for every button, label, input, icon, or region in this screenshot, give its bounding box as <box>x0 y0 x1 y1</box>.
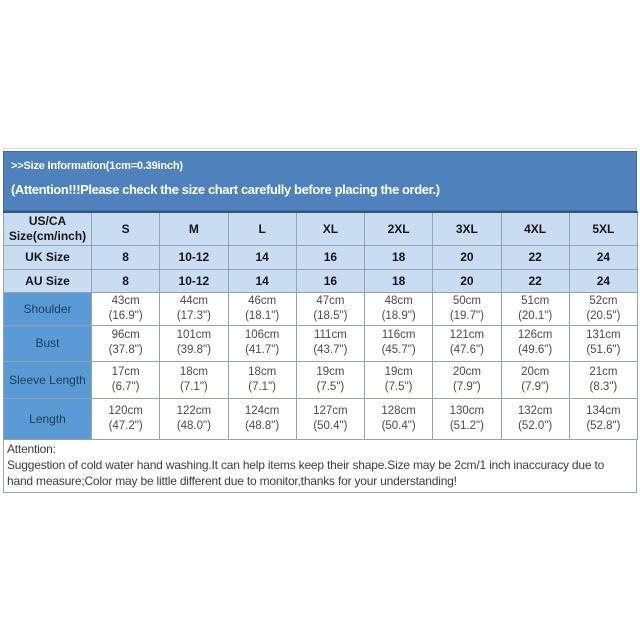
inch-value: (39.8") <box>176 344 211 356</box>
inch-value: (45.7") <box>381 344 416 356</box>
cm-value: 132cm <box>517 404 553 417</box>
cm-value: 48cm <box>384 294 413 307</box>
inch-value: (7.1") <box>248 380 276 393</box>
measurement-cell <box>569 325 637 361</box>
measurement-cell <box>569 398 637 439</box>
inch-value: (48.8") <box>245 419 280 432</box>
inch-value: (7.5") <box>316 380 345 393</box>
uk-size-value: 8 <box>92 245 160 269</box>
measurement-cell <box>228 398 296 439</box>
au-size-value: 8 <box>92 269 160 292</box>
row-label-shoulder: Shoulder <box>4 292 92 325</box>
row-label-sleeve-length: Sleeve Length <box>4 361 92 398</box>
inch-value: (51.2") <box>449 419 484 432</box>
measurement-cell <box>365 292 433 325</box>
uk-size-value: 14 <box>228 245 296 269</box>
au-size-value: 10-12 <box>160 269 228 292</box>
column-header-us-ca <box>4 212 92 245</box>
column-header-size: 2XL <box>365 212 433 245</box>
cm-value: 116cm <box>381 329 416 341</box>
au-size-value: 16 <box>296 269 364 292</box>
cm-value: 134cm <box>586 404 621 417</box>
measurement-cell <box>92 361 160 398</box>
inch-value: (18.1") <box>245 309 280 322</box>
measurement-cell <box>433 292 501 325</box>
inch-value: (7.5") <box>384 380 413 393</box>
cm-value: 52cm <box>589 294 618 307</box>
au-size-value: 18 <box>365 269 433 292</box>
sleeve-length-row <box>4 361 638 398</box>
column-header-size: S <box>92 212 160 245</box>
uk-size-value: 24 <box>569 245 637 269</box>
inch-value: (37.8") <box>108 344 143 356</box>
measurement-cell <box>160 361 228 398</box>
cm-value: 127cm <box>313 404 348 417</box>
inch-value: (18.9") <box>381 309 416 322</box>
header-label-line2: Size(cm/inch) <box>8 228 87 243</box>
inch-value: (8.3") <box>589 380 618 393</box>
size-chart <box>3 148 637 493</box>
cm-value: 96cm <box>111 329 140 341</box>
measurement-cell <box>92 398 160 439</box>
inch-value: (7.1") <box>180 380 208 393</box>
inch-value: (48.0") <box>176 419 211 432</box>
cm-value: 50cm <box>452 294 481 307</box>
cm-value: 131cm <box>586 329 621 341</box>
measurement-cell <box>160 292 228 325</box>
cm-value: 51cm <box>521 294 550 307</box>
cm-value: 18cm <box>179 365 208 378</box>
measurement-cell <box>296 398 364 439</box>
inch-value: (19.7") <box>449 309 484 322</box>
row-label-uk: UK Size <box>4 245 92 269</box>
cm-value: 121cm <box>449 329 485 341</box>
size-table <box>3 211 638 440</box>
au-size-value: 22 <box>501 269 569 292</box>
cm-value: 46cm <box>248 294 277 307</box>
measurement-cell <box>228 325 296 361</box>
uk-size-value: 10-12 <box>160 245 228 269</box>
uk-size-value: 20 <box>433 245 501 269</box>
cm-value: 21cm <box>589 365 618 378</box>
inch-value: (52.0") <box>518 419 553 432</box>
cm-value: 124cm <box>244 404 280 417</box>
column-header-size: L <box>228 212 296 245</box>
row-label-length: Length <box>4 398 92 439</box>
au-size-row <box>4 269 638 292</box>
row-label-au: AU Size <box>4 269 92 292</box>
measurement-cell <box>569 361 637 398</box>
uk-size-value: 22 <box>501 245 569 269</box>
column-header-size: M <box>160 212 228 245</box>
inch-value: (49.6") <box>518 344 553 356</box>
measurement-cell <box>160 325 228 361</box>
column-header-size: 3XL <box>433 212 501 245</box>
header-row <box>4 212 638 245</box>
cm-value: 106cm <box>244 329 280 341</box>
inch-value: (7.9") <box>453 380 481 393</box>
inch-value: (20.5") <box>586 309 621 322</box>
inch-value: (51.6") <box>586 344 621 356</box>
cm-value: 20cm <box>452 365 481 378</box>
cm-value: 18cm <box>248 365 277 378</box>
au-size-value: 14 <box>228 269 296 292</box>
inch-value: (16.9") <box>108 309 143 322</box>
cm-value: 122cm <box>176 404 212 417</box>
measurement-cell <box>433 361 501 398</box>
inch-value: (17.3") <box>176 309 211 322</box>
length-row <box>4 398 638 439</box>
au-size-value: 20 <box>433 269 501 292</box>
attention-label: Attention: <box>7 441 56 456</box>
attention-subtitle: (Attention!!!Please check the size chart carefully before placing the order.) <box>11 182 440 197</box>
measurement-cell <box>501 398 569 439</box>
cm-value: 130cm <box>449 404 485 417</box>
title-band <box>3 151 637 211</box>
size-info-title: >>Size Information(1cm=0.39inch) <box>11 160 183 172</box>
measurement-cell <box>365 398 433 439</box>
inch-value: (47.6") <box>449 344 484 356</box>
measurement-cell <box>501 292 569 325</box>
measurement-cell <box>296 292 364 325</box>
au-size-value: 24 <box>569 269 637 292</box>
cm-value: 19cm <box>316 365 345 378</box>
measurement-cell <box>160 398 228 439</box>
attention-text-line: Suggestion of cold water hand washing.It can help items keep their shape.Size may be 2cm/1 inch inaccuracy due to <box>7 457 605 472</box>
cm-value: 20cm <box>521 365 550 378</box>
uk-size-value: 18 <box>365 245 433 269</box>
cm-value: 19cm <box>384 365 413 378</box>
column-header-size: 4XL <box>501 212 569 245</box>
inch-value: (6.7") <box>111 380 140 393</box>
measurement-cell <box>296 325 364 361</box>
cm-value: 101cm <box>176 329 212 341</box>
attention-text-line: hand measure;Color may be little different due to monitor,thanks for your understanding! <box>7 473 457 488</box>
measurement-cell <box>228 292 296 325</box>
cm-value: 120cm <box>108 404 143 417</box>
inch-value: (18.5") <box>313 309 348 322</box>
measurement-cell <box>501 361 569 398</box>
inch-value: (50.4") <box>381 419 416 432</box>
bust-row <box>4 325 638 361</box>
measurement-cell <box>92 292 160 325</box>
inch-value: (41.7") <box>245 344 280 356</box>
measurement-cell <box>228 361 296 398</box>
attention-note <box>3 440 637 493</box>
shoulder-row <box>4 292 638 325</box>
cm-value: 43cm <box>111 294 140 307</box>
measurement-cell <box>433 325 501 361</box>
cm-value: 44cm <box>179 294 208 307</box>
header-label-line1: US/CA <box>28 213 67 228</box>
cm-value: 47cm <box>316 294 345 307</box>
inch-value: (43.7") <box>313 344 348 356</box>
cm-value: 111cm <box>313 329 347 341</box>
measurement-cell <box>296 361 364 398</box>
measurement-cell <box>92 325 160 361</box>
row-label-bust: Bust <box>4 325 92 361</box>
inch-value: (50.4") <box>313 419 348 432</box>
uk-size-row <box>4 245 638 269</box>
measurement-cell <box>365 325 433 361</box>
inch-value: (47.2") <box>108 419 143 432</box>
measurement-cell <box>433 398 501 439</box>
cm-value: 126cm <box>517 329 553 341</box>
uk-size-value: 16 <box>296 245 364 269</box>
column-header-size: 5XL <box>569 212 637 245</box>
measurement-cell <box>501 325 569 361</box>
cm-value: 17cm <box>111 365 140 378</box>
measurement-cell <box>365 361 433 398</box>
cm-value: 128cm <box>381 404 416 417</box>
inch-value: (20.1") <box>518 309 553 322</box>
measurement-cell <box>569 292 637 325</box>
column-header-size: XL <box>296 212 364 245</box>
inch-value: (52.8") <box>586 419 621 432</box>
inch-value: (7.9") <box>521 380 549 393</box>
